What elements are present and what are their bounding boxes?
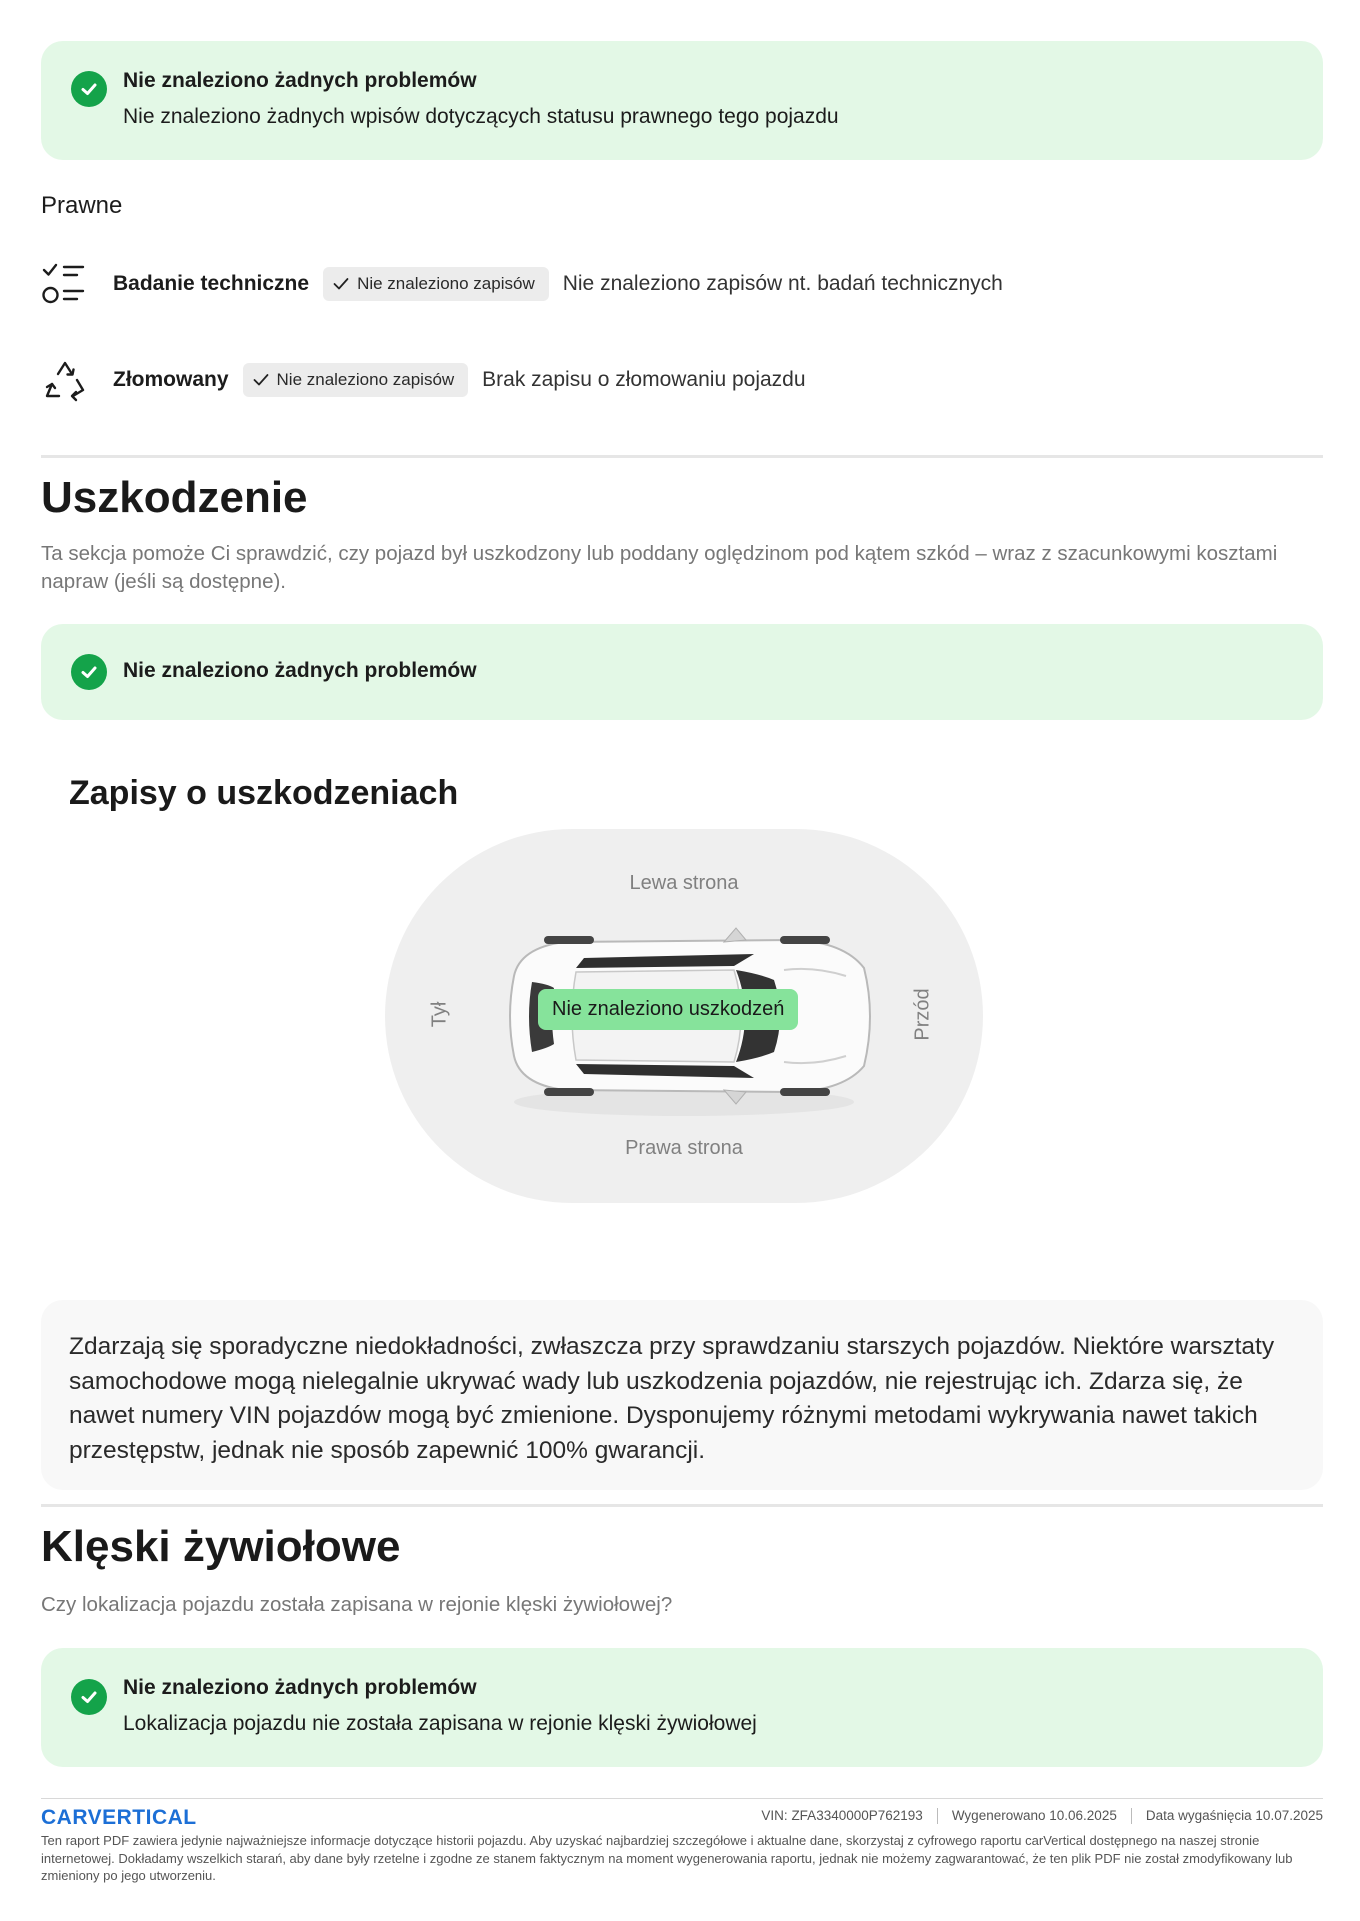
section-divider xyxy=(41,1504,1323,1507)
car-damage-diagram xyxy=(385,829,983,1203)
section-divider xyxy=(41,455,1323,458)
status-chip xyxy=(243,363,469,397)
no-damage-badge-label: Nie znaleziono uszkodzeń xyxy=(552,998,785,1020)
disasters-status-box xyxy=(41,1648,1323,1767)
status-subtitle: Nie znaleziono żadnych wpisów dotyczących statusu prawnego tego pojazdu xyxy=(123,105,839,128)
legal-row-scrapped xyxy=(41,350,806,410)
generated-date: 10.06.2025 xyxy=(1049,1808,1117,1823)
checkmark-icon xyxy=(253,373,269,387)
check-circle-icon xyxy=(71,71,107,107)
legal-section-heading: Prawne xyxy=(41,192,123,219)
damage-lead: Ta sekcja pomoże Ci sprawdzić, czy pojazd był uszkodzony lub poddany oględzinom pod kątem szkód – wraz z szacunkowymi kosztami napraw (jeśli są dostępne). xyxy=(41,542,1278,593)
meta-separator xyxy=(937,1808,938,1824)
carvertical-logo: CARVERTICAL xyxy=(41,1806,197,1829)
row-label: Badanie techniczne xyxy=(113,272,310,295)
check-circle-icon xyxy=(71,654,107,690)
chip-label: Nie znaleziono zapisów xyxy=(276,370,455,389)
row-label: Złomowany xyxy=(113,368,229,391)
chip-label: Nie znaleziono zapisów xyxy=(357,274,535,293)
row-description: Nie znaleziono zapisów nt. badań technicznych xyxy=(562,272,1003,295)
recycle-icon xyxy=(41,350,103,410)
disasters-lead: Czy lokalizacja pojazdu została zapisana w rejonie klęski żywiołowej? xyxy=(41,1593,673,1616)
rear-label: Tył xyxy=(428,1001,451,1028)
checklist-icon xyxy=(41,254,103,314)
check-circle-icon xyxy=(71,1679,107,1715)
disasters-heading: Klęski żywiołowe xyxy=(41,1522,401,1571)
status-title: Nie znaleziono żadnych problemów xyxy=(123,1676,477,1699)
expiry-label: Data wygaśnięcia xyxy=(1145,1808,1252,1823)
damage-status-box xyxy=(41,624,1323,720)
right-side-label: Prawa strona xyxy=(625,1137,743,1159)
vin-value: ZFA3340000P762193 xyxy=(791,1808,923,1823)
meta-separator xyxy=(1131,1808,1132,1824)
damage-records-heading: Zapisy o uszkodzeniach xyxy=(69,774,459,812)
footer-disclaimer: Ten raport PDF zawiera jedynie najważniejsze informacje dotyczące historii pojazdu. Aby uzyskać najbardziej szczegółowe i aktualne dane, skorzystaj z cyfrowego raportu carVertical dostępnego na naszej stronie internetowej. Dokładamy wszelkich starań, aby dane były rzetelne i zgodne ze stanem faktycznym na moment wygenerowania raportu, jednak nie możemy zagwarantować, że ten plik PDF nie został zmodyfikowany lub zmieniony po jego utworzeniu. xyxy=(41,1833,1293,1883)
status-subtitle: Lokalizacja pojazdu nie została zapisana w rejonie klęski żywiołowej xyxy=(123,1712,757,1735)
no-damage-badge xyxy=(538,989,798,1030)
status-chip xyxy=(323,267,549,301)
status-title: Nie znaleziono żadnych problemów xyxy=(123,69,477,92)
status-title: Nie znaleziono żadnych problemów xyxy=(123,659,477,682)
legal-status-box xyxy=(41,41,1323,160)
accuracy-note: Zdarzają się sporadyczne niedokładności, zwłaszcza przy sprawdzaniu starszych pojazdów. Niektóre warsztaty samochodowe mogą nielegalnie ukrywać wady lub uszkodzenia pojazdów, nie rejestrując ich. Zdarza się, że nawet numery VIN pojazdów mogą być zmienione. Dysponujemy różnymi metodami wykrywania nawet takich przestępstw, jednak nie sposób zapewnić 100% gwarancji. xyxy=(41,1300,1323,1490)
report-meta xyxy=(761,1808,1323,1824)
vin-label: VIN: xyxy=(761,1808,788,1823)
damage-heading: Uszkodzenie xyxy=(41,473,308,522)
left-side-label: Lewa strona xyxy=(629,872,739,894)
footer-divider xyxy=(41,1798,1323,1799)
expiry-date: 10.07.2025 xyxy=(1255,1808,1323,1823)
generated-label: Wygenerowano xyxy=(951,1808,1046,1823)
row-description: Brak zapisu o złomowaniu pojazdu xyxy=(482,368,806,391)
checkmark-icon xyxy=(333,277,349,291)
legal-row-inspection xyxy=(41,254,1003,314)
front-label: Przód xyxy=(911,988,934,1041)
